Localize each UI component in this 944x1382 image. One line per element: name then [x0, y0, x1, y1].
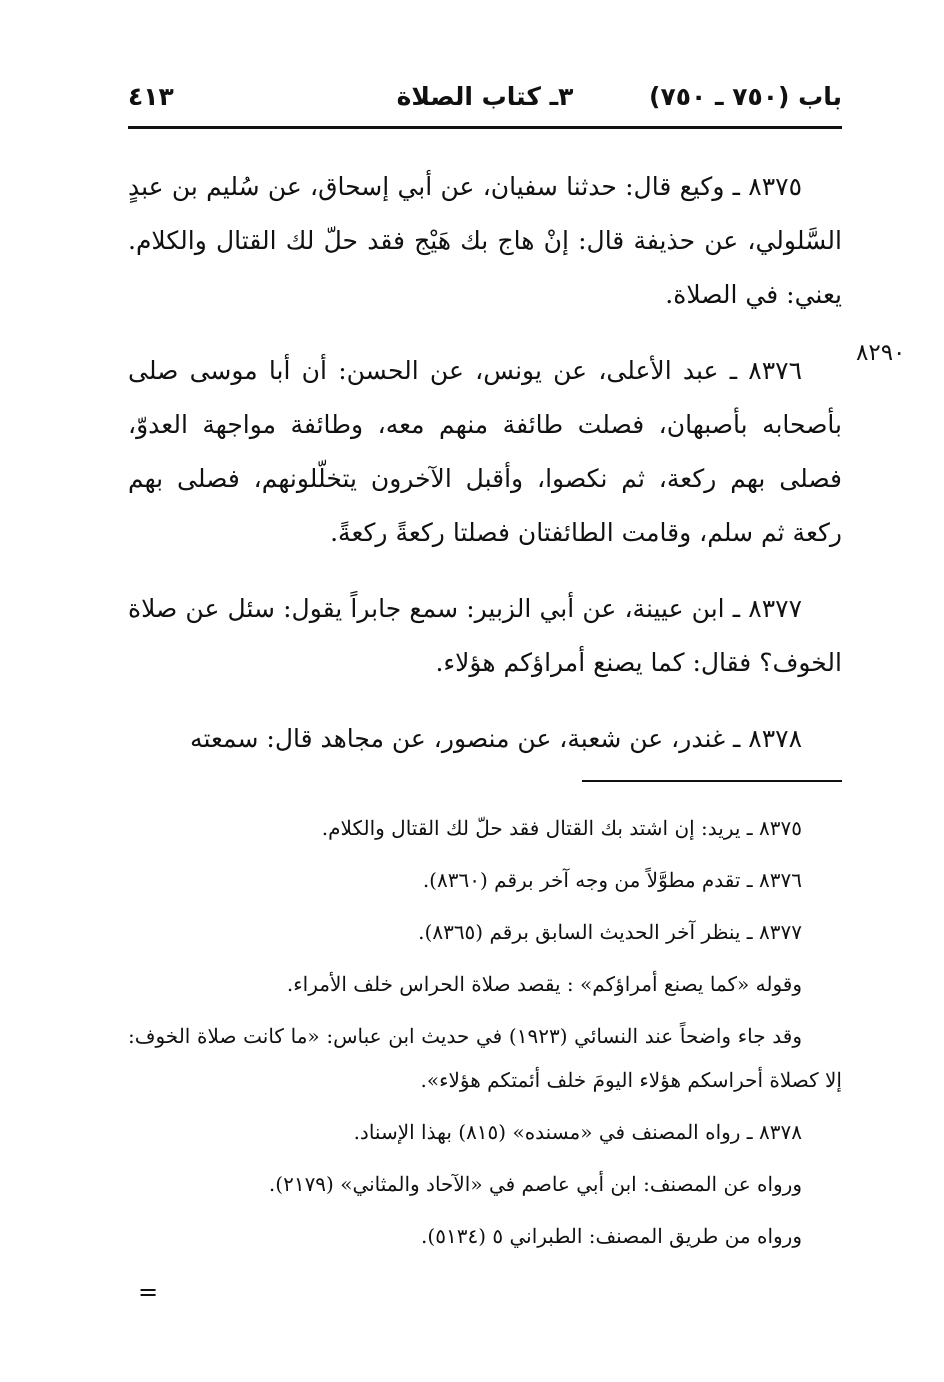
footnote-8376: ٨٣٧٦ ـ تقدم مطوَّلاً من وجه آخر برقم (٨٣٦٠).: [422, 868, 802, 892]
running-header: [128, 82, 842, 122]
page-number: ٤١٣: [128, 82, 174, 111]
footnote-8377: ٨٣٧٧ ـ ينظر آخر الحديث السابق برقم (٨٣٦٥).: [418, 920, 802, 944]
book-title: ٣ـ كتاب الصلاة: [396, 82, 574, 111]
continuation-mark: =: [138, 1278, 159, 1306]
footnote-8378: ٨٣٧٨ ـ رواه المصنف في «مسنده» (٨١٥) بهذا الإسناد.: [353, 1120, 802, 1144]
hadith-8377: ٨٣٧٧ ـ ابن عيينة، عن أبي الزبير: سمع جابراً يقول: سئل عن صلاة الخوف؟ فقال: كما يصنع أمراؤكم هؤلاء.: [128, 594, 842, 677]
footnote-rule: [582, 780, 842, 782]
hadith-8375: ٨٣٧٥ ـ وكيع قال: حدثنا سفيان، عن أبي إسحاق، عن سُليم بن عبدٍ السَّلولي، عن حذيفة قال: إنْ هاج بك هَيْج فقد حلّ لك القتال والكلام. يعني: في الصلاة.: [128, 172, 842, 309]
footnotes: [128, 806, 842, 1266]
chapter-title: باب (٧٥٠ ـ ٧٥٠): [649, 82, 842, 111]
header-rule: [128, 126, 842, 129]
footnote-8378-tabarani: ورواه من طريق المصنف: الطبراني ٥ (٥١٣٤).: [421, 1224, 802, 1248]
margin-number: ٨٢٩٠: [856, 340, 906, 366]
main-text: [128, 160, 842, 788]
footnote-8377-nasai: وقد جاء واضحاً عند النسائي (١٩٢٣) في حديث ابن عباس: «ما كانت صلاة الخوف: إلا كصلاة أحراسكم هؤلاء اليومَ خلف أئمتكم هؤلاء».: [128, 1024, 842, 1092]
hadith-8378: ٨٣٧٨ ـ غندر، عن شعبة، عن منصور، عن مجاهد قال: سمعته: [190, 724, 802, 753]
footnote-8377-note: وقوله «كما يصنع أمراؤكم» : يقصد صلاة الحراس خلف الأمراء.: [286, 972, 802, 996]
footnote-8378-ibn-abi-asim: ورواه عن المصنف: ابن أبي عاصم في «الآحاد والمثاني» (٢١٧٩).: [268, 1172, 802, 1196]
hadith-8376: ٨٣٧٦ ـ عبد الأعلى، عن يونس، عن الحسن: أن أبا موسى صلى بأصحابه بأصبهان، فصلت طائفة منهم معه، وطائفة مواجهة العدوّ، فصلى بهم ركعة، ثم نكصوا، وأقبل الآخرون يتخلّلونهم، فصلى بهم ركعة ثم سلم، وقامت الطائفتان فصلتا ركعةً ركعةً.: [128, 356, 842, 547]
footnote-8375: ٨٣٧٥ ـ يريد: إن اشتد بك القتال فقد حلّ لك القتال والكلام.: [321, 816, 802, 840]
